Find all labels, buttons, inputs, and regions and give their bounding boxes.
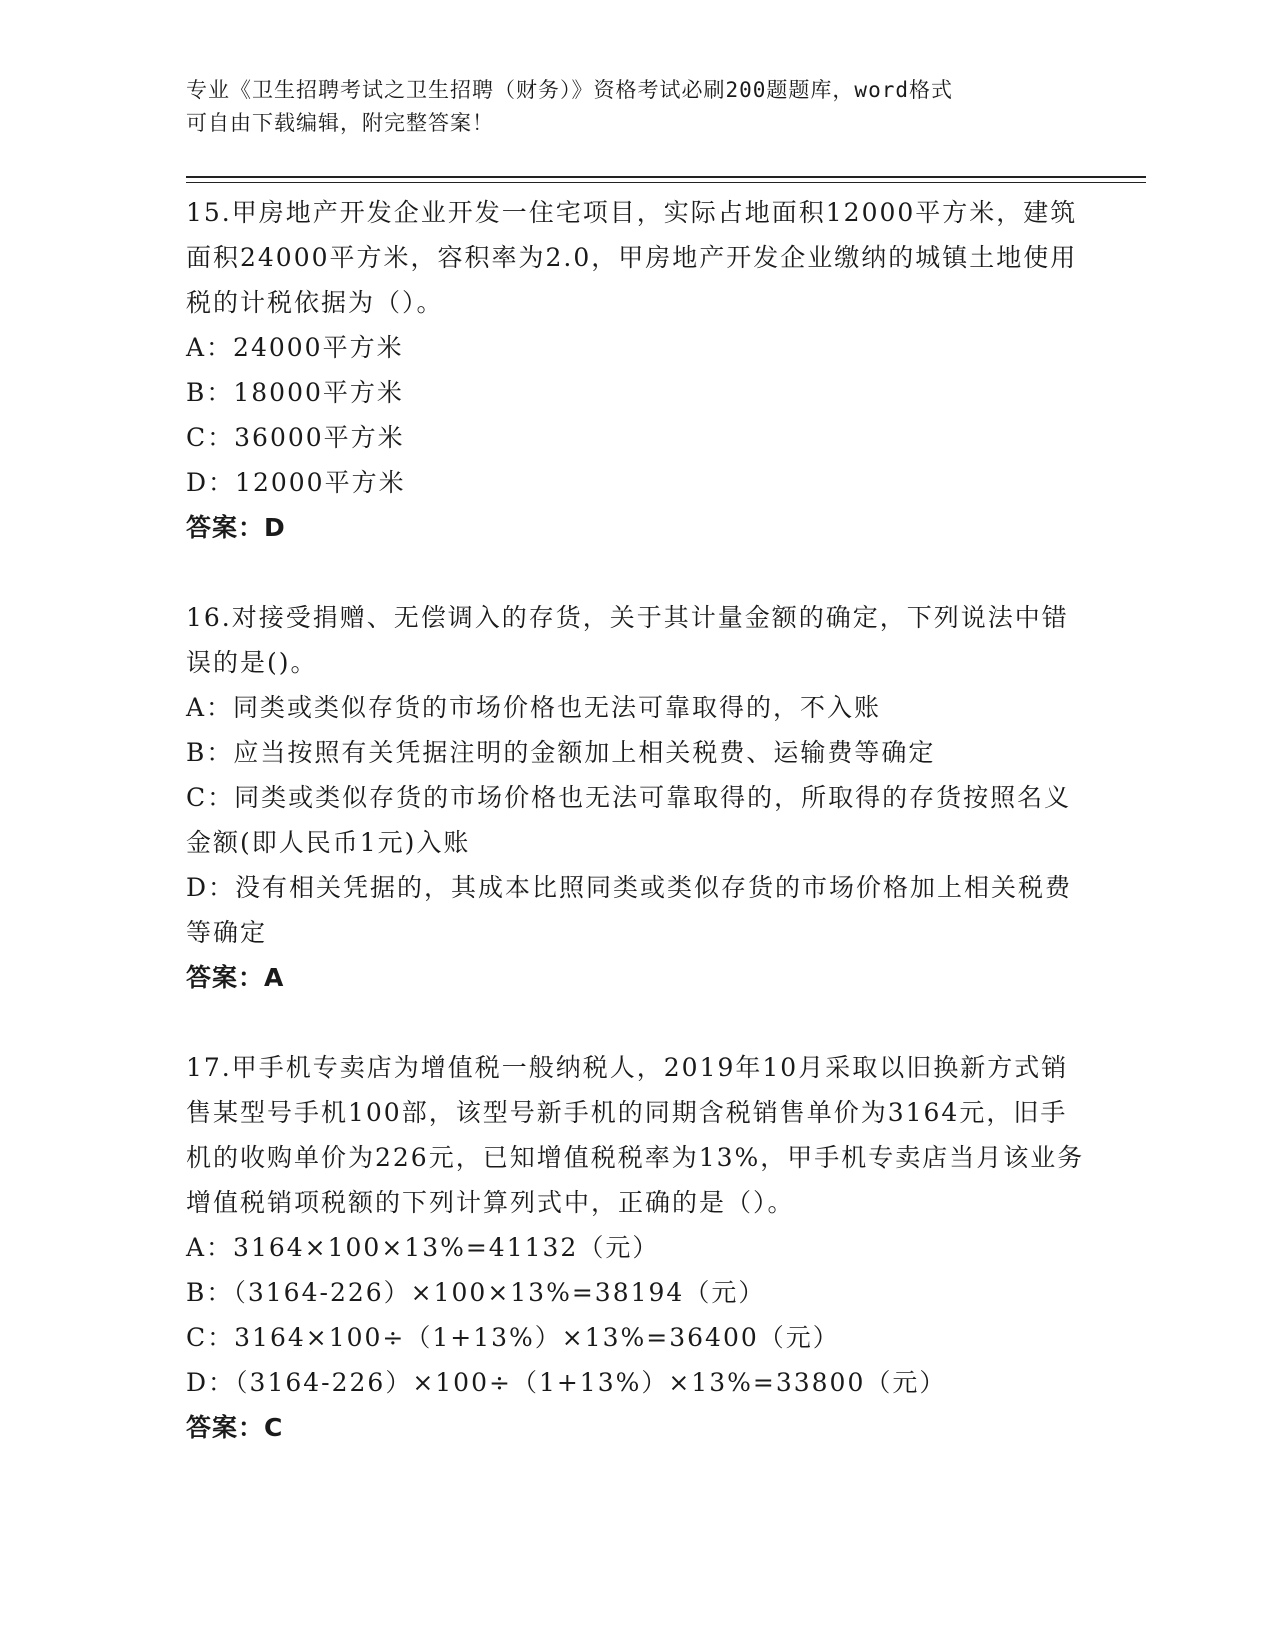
header-line-1: 专业《卫生招聘考试之卫生招聘（财务）》资格考试必刷200题题库，word格式: [186, 78, 953, 102]
option-b: B：（3164-226）×100×13%=38194（元）: [186, 1278, 766, 1307]
answer-line: 答案：A: [186, 963, 285, 992]
question-text: 16.对接受捐赠、无偿调入的存货，关于其计量金额的确定，下列说法中错误的是()。: [186, 603, 1069, 677]
option-b: B：应当按照有关凭据注明的金额加上相关税费、运输费等确定: [186, 738, 936, 767]
header-divider-thin: [186, 182, 1146, 183]
option-d: D：（3164-226）×100÷（1+13%）×13%=33800（元）: [186, 1368, 947, 1397]
document-header: [186, 74, 1066, 140]
question-16: [186, 595, 1086, 1000]
option-b: B：18000平方米: [186, 378, 404, 407]
question-15: [186, 190, 1086, 550]
question-text: 17.甲手机专卖店为增值税一般纳税人，2019年10月采取以旧换新方式销售某型号手机100部，该型号新手机的同期含税销售单价为3164元，旧手机的收购单价为226元，已知增值税税率为13%，甲手机专卖店当月该业务增值税销项税额的下列计算列式中，正确的是（）。: [186, 1053, 1085, 1217]
option-d: D：没有相关凭据的，其成本比照同类或类似存货的市场价格加上相关税费等确定: [186, 873, 1073, 947]
option-d: D：12000平方米: [186, 468, 406, 497]
answer-line: 答案：D: [186, 513, 286, 542]
option-c: C：同类或类似存货的市场价格也无法可靠取得的，所取得的存货按照名义金额(即人民币1元)入账: [186, 783, 1072, 857]
question-list: [186, 190, 1086, 1495]
option-a: A：24000平方米: [186, 333, 404, 362]
option-a: A：3164×100×13%=41132（元）: [186, 1233, 660, 1262]
option-c: C：36000平方米: [186, 423, 405, 452]
header-line-2: 可自由下载编辑，附完整答案！: [186, 111, 494, 135]
question-17: [186, 1045, 1086, 1450]
option-c: C：3164×100÷（1+13%）×13%=36400（元）: [186, 1323, 840, 1352]
header-divider-thick: [186, 176, 1146, 178]
option-a: A：同类或类似存货的市场价格也无法可靠取得的，不入账: [186, 693, 882, 722]
answer-line: 答案：C: [186, 1413, 284, 1442]
question-text: 15.甲房地产开发企业开发一住宅项目，实际占地面积12000平方米，建筑面积24000平方米，容积率为2.0，甲房地产开发企业缴纳的城镇土地使用税的计税依据为（）。: [186, 198, 1078, 317]
